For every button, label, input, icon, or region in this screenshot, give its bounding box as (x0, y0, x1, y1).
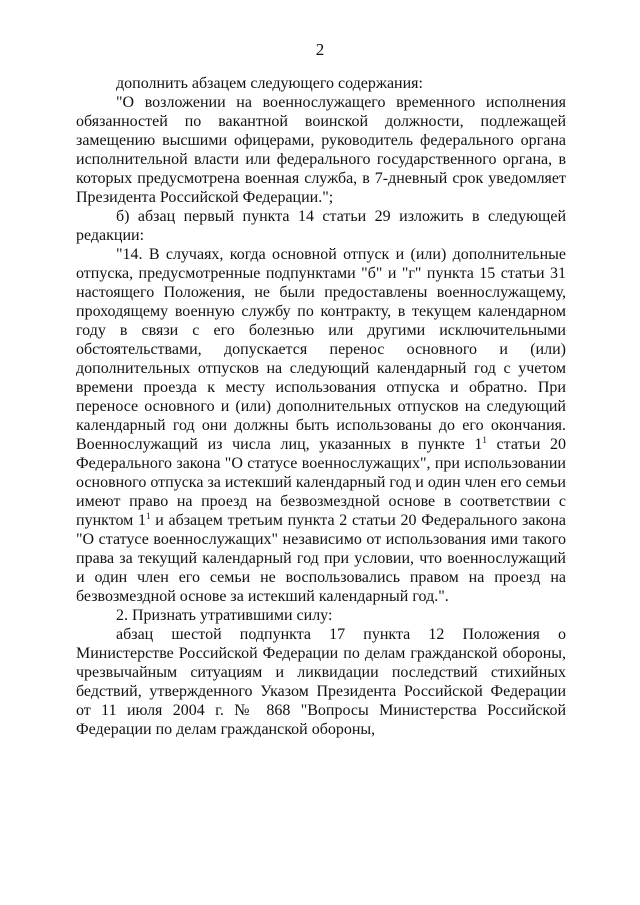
paragraph-item-2: 2. Признать утратившими силу: (116, 607, 333, 624)
paragraph-point-14-text-2: статьи 20 Федерального закона "О статусе военнослужащих", при использовании основного отпуска за истекший календарный год и один член его семьи имеют право на проезд на безвозмездной основе в соответствии с пунктом 1 (76, 436, 567, 529)
paragraph-point-14 (76, 245, 566, 606)
superscript-footnote: 1 (146, 511, 151, 521)
document-body (76, 74, 566, 739)
paragraph-quoted-addition: "О возложении на военнослужащего временного исполнения обязанностей по вакантной воинской должности, подлежащей замещению высшими офицерами, руководитель федерального органа исполнительной власти или федерального государственного органа, в которых предусмотрена военная служба, в 7-дневный срок уведомляет Президента Российской Федерации."; (76, 94, 566, 206)
superscript-footnote: 1 (482, 435, 487, 445)
paragraph-subitem-b: б) абзац первый пункта 14 статьи 29 изложить в следующей редакции: (76, 208, 566, 244)
paragraph-point-14-text-1: "14. В случаях, когда основной отпуск и (или) дополнительные отпуска, предусмотренные подпунктами "б" и "г" пункта 15 статьи 31 настоящего Положения, не были предоставлены военнослужащему, проходящему военную службу по контракту, в текущем календарном году в связи с его болезнью или другими исключительными обстоятельствами, допускается перенос основного и (или) дополнительных отпусков на следующий календарный год с учетом времени проезда к месту использования отпуска и обратно. При переносе основного и (или) дополнительных отпусков на следующий календарный год они должны быть использованы до его окончания. Военнослужащий из числа лиц, указанных в пункте 1 (76, 246, 566, 453)
paragraph-point-14-text-3: и абзацем третьим пункта 2 статьи 20 Федерального закона "О статусе военнослужащих" независимо от использования ими такого права за текущий календарный год при условии, что военнослужащий и один член его семьи не воспользовались правом на проезд на безвозмездной основе за истекший календарный год.". (76, 512, 566, 605)
paragraph-intro: дополнить абзацем следующего содержания: (116, 75, 423, 92)
page-number: 2 (315, 40, 325, 59)
paragraph-repealed-provision: абзац шестой подпункта 17 пункта 12 Положения о Министерстве Российской Федерации по делам гражданской обороны, чрезвычайным ситуациям и ликвидации последствий стихийных бедствий, утвержденного Указом Президента Российской Федерации от 11 июля 2004 г. № 868 "Вопросы Министерства Российской Федерации по делам гражданской обороны, (76, 626, 566, 738)
